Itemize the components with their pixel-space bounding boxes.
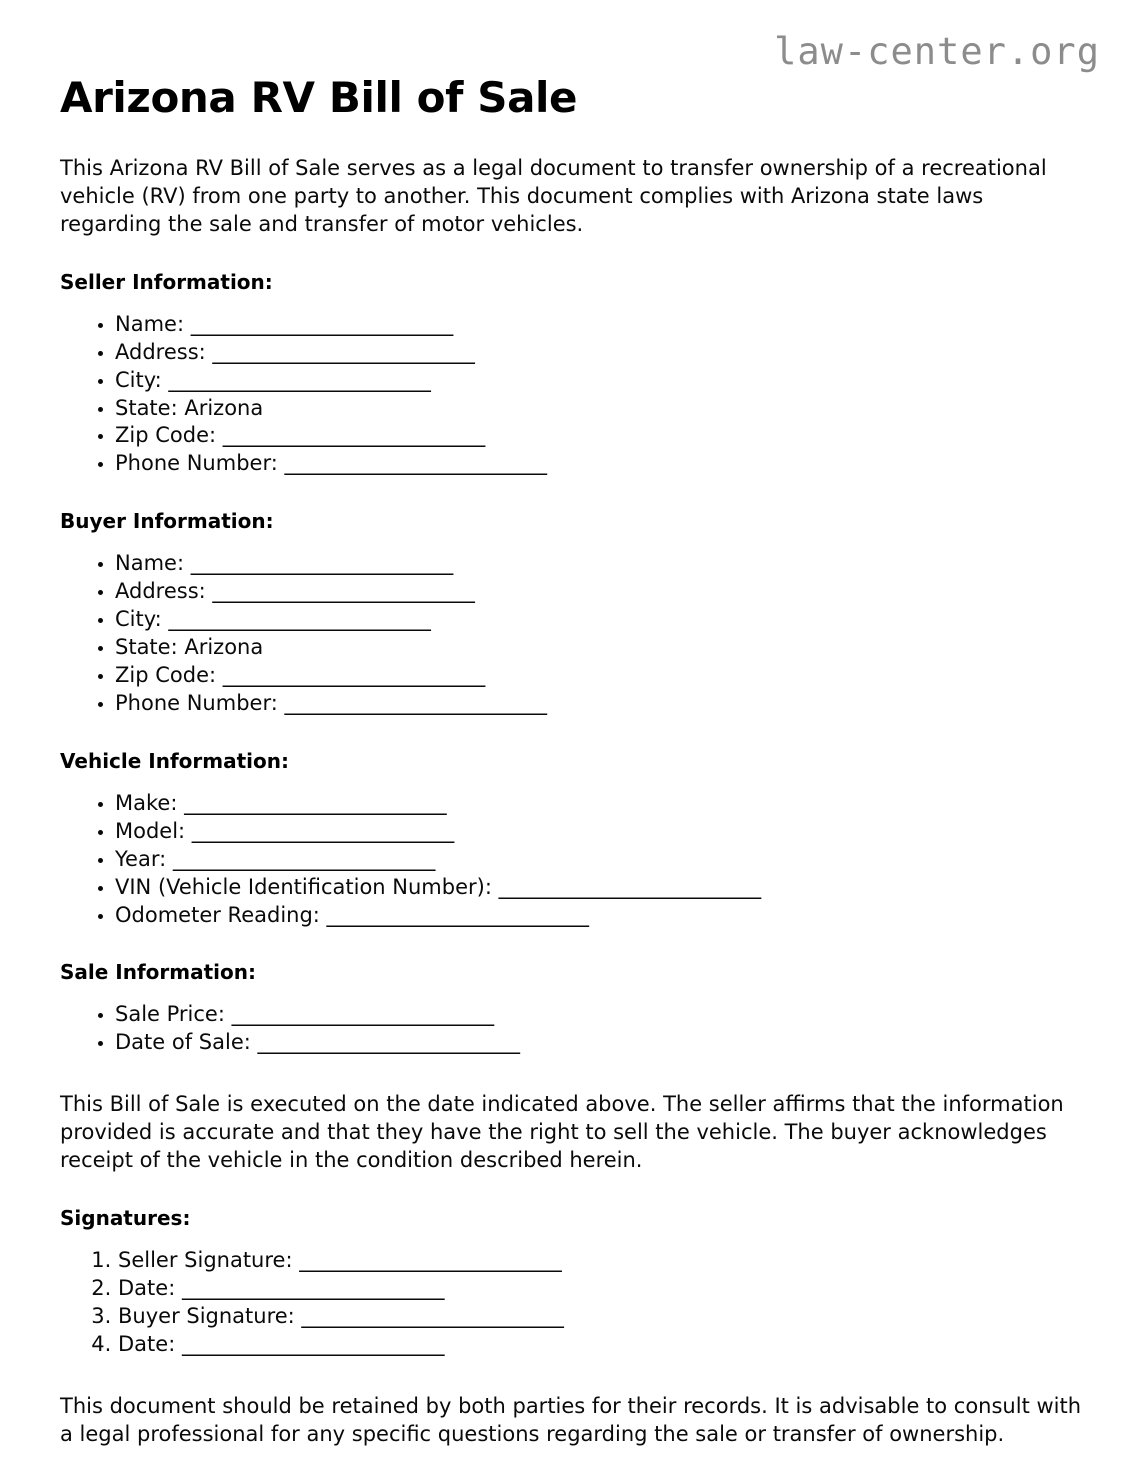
list-item: • Phone Number: _________________________ bbox=[115, 450, 1083, 478]
list-item: 4. Date: _________________________ bbox=[118, 1331, 1083, 1359]
sale-information-heading: Sale Information: bbox=[60, 960, 256, 985]
list-item: • Zip Code: _________________________ bbox=[115, 662, 1083, 690]
list-item: 3. Buyer Signature: _________________________ bbox=[118, 1303, 1083, 1331]
list-item: 2. Date: _________________________ bbox=[118, 1275, 1083, 1303]
list-item: • City: _________________________ bbox=[115, 367, 1083, 395]
seller-field-list bbox=[60, 295, 1083, 479]
list-item: • Odometer Reading: _________________________ bbox=[115, 902, 1083, 930]
buyer-information-heading: Buyer Information: bbox=[60, 509, 274, 534]
signatures-heading: Signatures: bbox=[60, 1206, 191, 1231]
list-item: • State: Arizona bbox=[115, 634, 1083, 662]
list-item: • Zip Code: _________________________ bbox=[115, 422, 1083, 450]
site-watermark: law-center.org bbox=[774, 30, 1100, 73]
page-title: Arizona RV Bill of Sale bbox=[60, 73, 578, 122]
list-item: • Date of Sale: _________________________ bbox=[115, 1029, 1083, 1057]
list-item: • Address: _________________________ bbox=[115, 578, 1083, 606]
list-item: • Year: _________________________ bbox=[115, 846, 1083, 874]
vehicle-information-heading: Vehicle Information: bbox=[60, 748, 289, 773]
list-item: • Make: _________________________ bbox=[115, 790, 1083, 818]
list-item: • Model: _________________________ bbox=[115, 818, 1083, 846]
sale-field-list bbox=[60, 985, 1083, 1057]
retention-paragraph: This document should be retained by both parties for their records. It is advisable to consult with a legal professional for any specific questions regarding the sale or transfer of ownership. bbox=[60, 1393, 1082, 1446]
list-item: • State: Arizona bbox=[115, 395, 1083, 423]
list-item: • Name: _________________________ bbox=[115, 550, 1083, 578]
signature-field-list bbox=[60, 1231, 1083, 1359]
list-item: • Phone Number: _________________________ bbox=[115, 690, 1083, 718]
list-item: • Sale Price: _________________________ bbox=[115, 1001, 1083, 1029]
list-item: • Address: _________________________ bbox=[115, 339, 1083, 367]
execution-paragraph: This Bill of Sale is executed on the date indicated above. The seller affirms that the information provided is accurate and that they have the right to sell the vehicle. The buyer acknowledges receipt of the vehicle in the condition described herein. bbox=[60, 1092, 1064, 1173]
list-item: 1. Seller Signature: _________________________ bbox=[118, 1247, 1083, 1275]
list-item: • VIN (Vehicle Identification Number): _________________________ bbox=[115, 874, 1083, 902]
seller-information-heading: Seller Information: bbox=[60, 269, 273, 294]
intro-paragraph: This Arizona RV Bill of Sale serves as a legal document to transfer ownership of a recreational vehicle (RV) from one party to another. This document complies with Arizona state laws regarding the sale and transfer of motor vehicles. bbox=[60, 156, 1047, 236]
list-item: • City: _________________________ bbox=[115, 606, 1083, 634]
list-item: • Name: _________________________ bbox=[115, 311, 1083, 339]
vehicle-field-list bbox=[60, 774, 1083, 930]
buyer-field-list bbox=[60, 534, 1083, 718]
